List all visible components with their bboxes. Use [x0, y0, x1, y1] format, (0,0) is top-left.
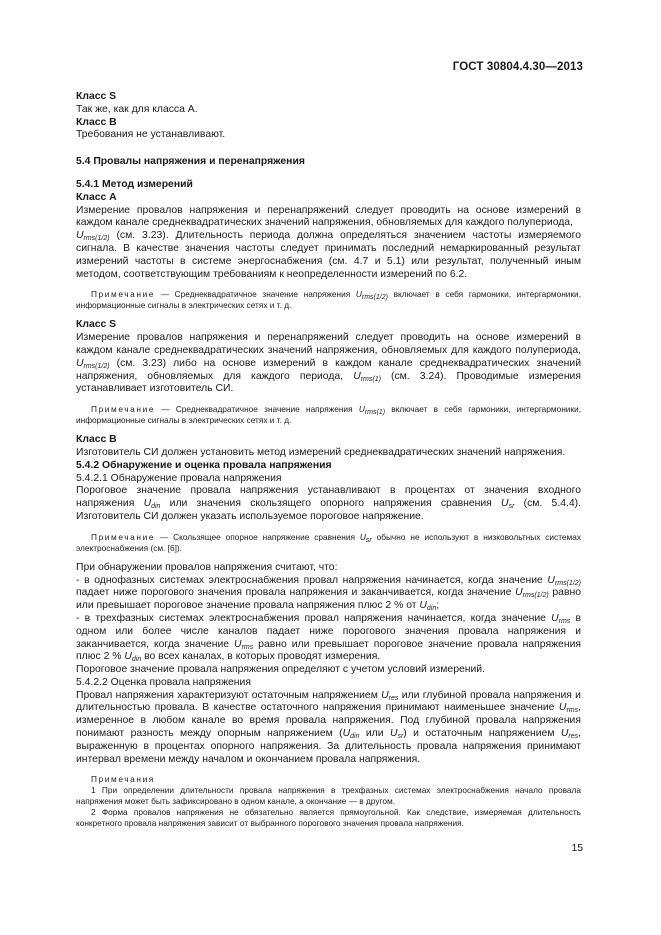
text-run: во всех каналах, в которых проводят измерения. — [141, 651, 381, 663]
symbol-u: U — [515, 587, 523, 599]
symbol-u: U — [501, 498, 509, 510]
text-run: в одном или более числе каналов падает ниже порогового значения провала напряжения и заканчивается, когда значение — [76, 612, 581, 650]
class-a-paragraph — [76, 205, 581, 282]
text-run: включает в себя гармоники, интергармоники, информационные сигналы в электрических сетях и т. д. — [76, 404, 581, 426]
section-5-4-1-heading: 5.4.1 Метод измерений — [76, 178, 193, 190]
page-number: 15 — [571, 843, 583, 854]
text-run: или значения скользящего опорного напряжения сравнения — [160, 498, 502, 510]
class-s-2-paragraph — [76, 332, 581, 396]
symbol-u: U — [353, 370, 361, 382]
symbol-subscript: sr — [508, 503, 515, 511]
text-run: - в однофазных системах электроснабжения провал напряжения начинается, когда значение — [76, 574, 548, 586]
class-a-heading: Класс А — [76, 191, 117, 203]
text-run: — Скользящее опорное напряжение сравнения — [155, 531, 360, 542]
symbol-u: U — [143, 498, 152, 510]
symbol-subscript: rms(1/2) — [554, 579, 581, 587]
text-run: равно или превышает пороговое значение провала напряжения плюс 2 % от — [76, 587, 581, 612]
symbol-u: U — [547, 574, 555, 586]
symbol-u: U — [76, 357, 84, 369]
text-run: — Среднеквадратичное значение напряжения — [155, 404, 359, 415]
symbol-subscript: rms — [241, 643, 254, 651]
symbol-subscript: sr — [365, 536, 372, 544]
detection-threshold-conditions: Пороговое значение провала напряжения определяют с учетом условий измерений. — [76, 664, 485, 676]
text-run: ) и остаточным напряжением — [403, 728, 561, 740]
symbol-subscript: rms — [566, 707, 579, 715]
note-2 — [76, 404, 581, 426]
text-run: - в трехфазных системах электроснабжения провал напряжения начинается, когда значение — [76, 612, 552, 624]
symbol-subscript: res — [388, 694, 399, 702]
text-run: — Среднеквадратичное значение напряжения — [155, 289, 356, 300]
text-run: (см. 3.24). Проводимые измерения устанавливает изготовитель СИ. — [76, 370, 581, 395]
symbol-subscript: sr — [397, 733, 404, 741]
class-b-text: Требования не устанавливают. — [76, 129, 226, 141]
class-s-text: Так же, как для класса А. — [76, 103, 198, 115]
symbol-subscript: rms(1) — [364, 409, 386, 417]
symbol-subscript: rms(1/2) — [522, 592, 549, 600]
section-5-4-2-1-heading: 5.4.2.1 Обнаружение провала напряжения — [76, 472, 282, 484]
text-run: (см. 5.4.4). Изготовитель СИ должен указать используемое пороговое напряжение. — [76, 498, 582, 522]
text-run: Провал напряжения характеризуют остаточным напряжением — [76, 689, 382, 701]
text-run: (см. 3.23). Длительность периода должна определяться значением частоты измеряемого сигнала. В качестве значения частоты следует принимать последний немаркированный результат измерений частоты в системе энергоснабжения (см. 4.7 и 5.1) или результат, полученный иным методом, соответствующим требованиям к неопределенности измерений по 6.2. — [76, 230, 581, 280]
symbol-u: U — [558, 702, 567, 714]
text-run: равно или превышает пороговое значение провала напряжения плюс 2 % — [76, 638, 581, 663]
document-header: ГОСТ 30804.4.30—2013 — [452, 61, 583, 73]
text-run: включает в себя гармоники, интергармоники, информационные сигналы в электрических сетях и т. д. — [76, 289, 581, 311]
class-b-2-heading: Класс В — [76, 434, 117, 446]
class-b-2-text: Изготовитель СИ должен установить метод измерений среднеквадратических значений напряжения. — [76, 446, 566, 458]
text-run: ; — [436, 600, 440, 612]
note-label: Примечание — [91, 404, 156, 415]
note-label: Примечание — [91, 531, 156, 542]
detection-single-phase — [76, 575, 581, 613]
symbol-u: U — [560, 728, 569, 740]
notes-label: Примечания — [91, 774, 155, 785]
symbol-u: U — [419, 600, 427, 612]
note-3 — [76, 532, 581, 554]
symbol-u: U — [359, 531, 366, 542]
text-run: обычно не используют в низковольтных системах электроснабжения (см. [6]). — [76, 531, 581, 553]
class-b-heading: Класс В — [76, 116, 117, 128]
symbol-u: U — [124, 651, 132, 663]
symbol-u: U — [358, 404, 365, 415]
text-run: (см. 3.23) либо на основе измерений в каждом канале среднеквадратических значений напряжения, обновляемых для каждого периода, — [76, 357, 581, 382]
symbol-subscript: din — [426, 605, 437, 613]
detection-intro: При обнаружении провалов напряжения считают, что: — [76, 561, 338, 573]
detection-threshold-paragraph — [76, 485, 581, 523]
symbol-u: U — [342, 728, 351, 740]
class-s-2-heading: Класс S — [76, 319, 117, 331]
symbol-subscript: rms(1/2) — [361, 294, 388, 302]
text-run: или глубиной провала напряжения и длительностью провала. В качестве остаточного напряжения принимают наименьшее значение — [76, 689, 581, 714]
symbol-u: U — [381, 689, 389, 701]
symbol-u: U — [76, 230, 84, 242]
symbol-subscript: rms — [558, 617, 571, 625]
text-run: или — [359, 728, 390, 740]
text-run: , выраженную в процентах опорного напряжения. За длительность провала напряжения принимают интервал времени между началом и окончанием провала напряжения. — [76, 728, 581, 765]
symbol-subscript: rms(1/2) — [83, 362, 110, 370]
note-label: Примечание — [91, 289, 156, 300]
symbol-u: U — [551, 612, 559, 624]
note-1 — [76, 289, 581, 311]
symbol-subscript: din — [151, 503, 161, 511]
class-s-heading: Класс S — [76, 91, 117, 102]
detection-three-phase — [76, 613, 581, 664]
note-item-1: 1 При определении длительности провала напряжения в трехфазных системах электроснабжения начало провала напряжения может быть зафиксировано в одном канале, а окончание — в другом. — [76, 785, 581, 807]
text-run: , измеренное в любом канале во время провала напряжения. Под глубиной провала напряжения понимают разность между опорным напряжением ( — [76, 702, 581, 740]
note-item-2: 2 Форма провалов напряжения не обязательно является прямоугольной. Как следствие, измеряемая длительность конкретного провала напряжения зависит от выбранного порогового значения провала напряжения. — [76, 807, 581, 829]
section-5-4-heading: 5.4 Провалы напряжения и перенапряжения — [76, 156, 305, 168]
evaluation-paragraph — [76, 690, 581, 767]
symbol-subscript: rms(1) — [360, 375, 381, 383]
notes-heading — [76, 774, 581, 785]
symbol-subscript: res — [568, 733, 579, 741]
text-run: падает ниже порогового значения провала напряжения и заканчивается, когда значение — [76, 587, 516, 599]
symbol-subscript: rms(1/2) — [83, 235, 110, 243]
symbol-subscript: din — [350, 733, 360, 741]
text-run: Пороговое значение провала напряжения устанавливают в процентах от значения входного напряжения — [76, 485, 581, 510]
symbol-u: U — [234, 638, 242, 650]
symbol-u: U — [389, 728, 398, 740]
document-body — [76, 91, 581, 829]
text-run: Измерение провалов напряжения и перенапряжений следует проводить на основе измерений в каждом канале среднеквадратических значений напряжения, обновляемых для каждого полупериода, — [76, 332, 581, 356]
symbol-subscript: din — [131, 656, 142, 664]
symbol-u: U — [355, 289, 362, 300]
text-run: Измерение провалов напряжения и перенапряжений следует проводить на основе измерений в каждом канале среднеквадратических значений напряжения, обновляемых для каждого полупериода, — [76, 204, 581, 229]
section-5-4-2-heading: 5.4.2 Обнаружение и оценка провала напряжения — [76, 459, 332, 471]
section-5-4-2-2-heading: 5.4.2.2 Оценка провала напряжения — [76, 676, 251, 688]
